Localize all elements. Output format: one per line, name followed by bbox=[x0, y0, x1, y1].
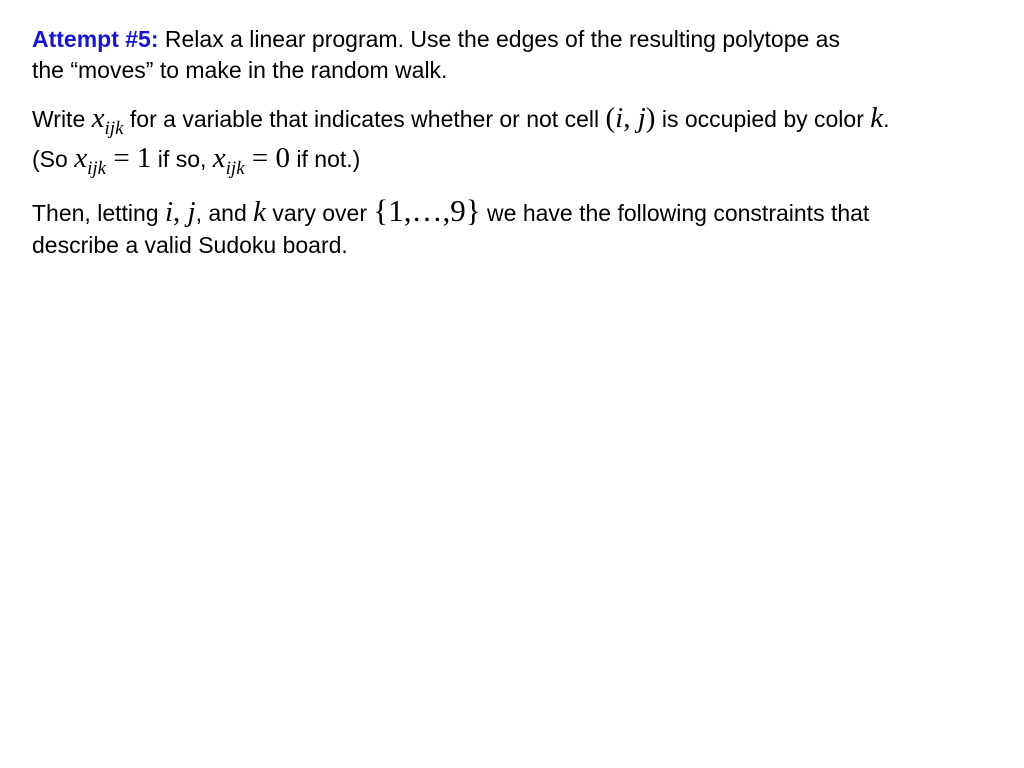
variable-definition-line-2 bbox=[32, 138, 992, 178]
math-cell-open-paren: ( bbox=[605, 102, 616, 134]
attempt-line-2: the “moves” to make in the random walk. bbox=[32, 57, 448, 83]
math-set-range: {1,…,9} bbox=[373, 193, 481, 228]
math-subscript-ijk: ijk bbox=[104, 118, 124, 139]
so-open-text: (So bbox=[32, 146, 75, 172]
math-subscript-ijk-one: ijk bbox=[87, 158, 107, 179]
constraints-paragraph bbox=[32, 194, 992, 262]
math-cell-i: i bbox=[615, 102, 624, 134]
if-not-text: if not.) bbox=[290, 146, 361, 172]
math-color-k: k bbox=[870, 102, 884, 134]
slide-content bbox=[32, 24, 992, 262]
math-equals-zero: = 0 bbox=[244, 142, 291, 174]
math-subscript-ijk-zero: ijk bbox=[225, 158, 245, 179]
attempt-heading: Attempt #5: bbox=[32, 26, 159, 52]
math-index-i: i bbox=[164, 196, 174, 228]
and-text: , and bbox=[195, 200, 254, 226]
math-cell-j: j bbox=[630, 102, 646, 134]
math-variable-x-one: x bbox=[74, 142, 88, 174]
then-letting-text: Then, letting bbox=[32, 200, 165, 226]
math-variable-x: x bbox=[91, 102, 105, 134]
attempt-description: Relax a linear program. Use the edges of the resulting polytope as bbox=[158, 26, 840, 52]
math-cell-comma: , bbox=[623, 102, 631, 134]
sentence-period: . bbox=[883, 106, 890, 132]
constraints-text: we have the following constraints that bbox=[480, 200, 870, 226]
variable-description-text: for a variable that indicates whether or not cell bbox=[123, 106, 606, 132]
attempt-line-1 bbox=[32, 24, 992, 55]
math-index-j: j bbox=[180, 196, 196, 228]
if-so-text: if so, bbox=[151, 146, 213, 172]
variable-definition-paragraph bbox=[32, 98, 992, 178]
math-variable-x-zero: x bbox=[212, 142, 226, 174]
attempt-paragraph bbox=[32, 24, 992, 86]
math-index-k: k bbox=[253, 196, 267, 228]
vary-over-text: vary over bbox=[266, 200, 374, 226]
variable-definition-line-1 bbox=[32, 98, 992, 138]
constraints-line-2: describe a valid Sudoku board. bbox=[32, 232, 348, 258]
math-index-comma: , bbox=[173, 196, 181, 228]
math-equals-one: = 1 bbox=[106, 142, 152, 174]
write-text: Write bbox=[32, 106, 92, 132]
occupied-text: is occupied by color bbox=[655, 106, 871, 132]
math-cell-close-paren: ) bbox=[645, 102, 656, 134]
constraints-line-1 bbox=[32, 194, 992, 228]
